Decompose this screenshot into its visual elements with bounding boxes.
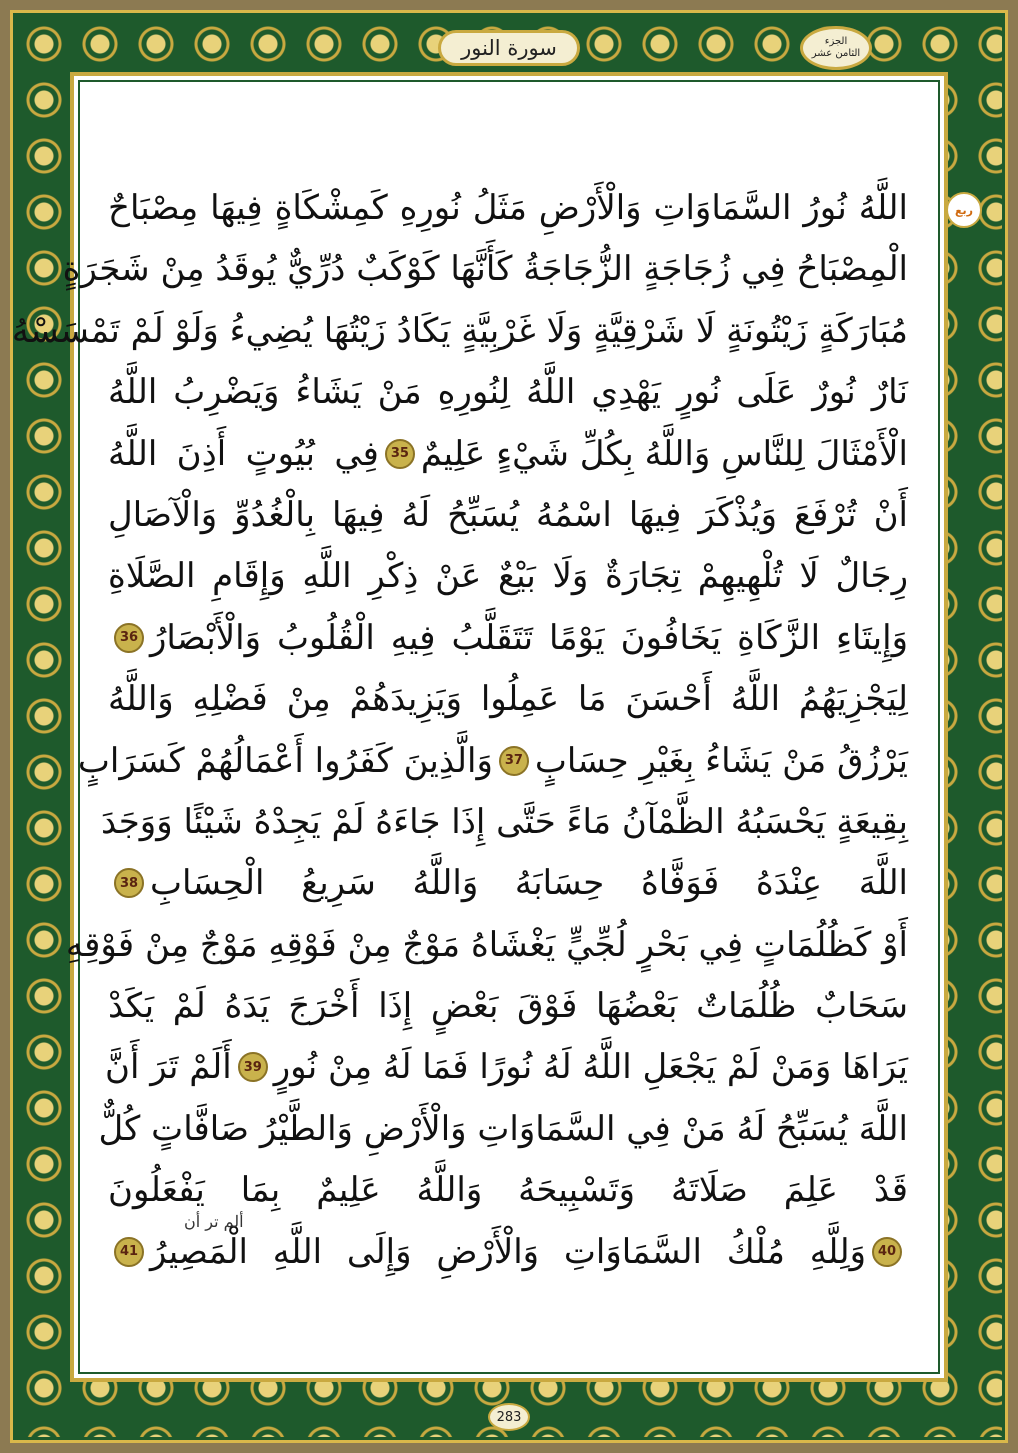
juz-label bbox=[800, 26, 872, 70]
hizb-quarter-text: ربع bbox=[955, 203, 973, 217]
page-number-text: 283 bbox=[496, 1409, 522, 1425]
text-line-12: اللَّهَ عِنْدَهُ فَوَفَّاهُ حِسَابَهُ وَاللَّهُ سَرِيعُ الْحِسَابِ 38 bbox=[108, 853, 908, 913]
page-number bbox=[488, 1403, 530, 1431]
text-line-17: قَدْ عَلِمَ صَلَاتَهُ وَتَسْبِيحَهُ وَاللَّهُ عَلِيمٌ بِمَا يَفْعَلُونَ bbox=[108, 1170, 908, 1211]
text-line-7: رِجَالٌ لَا تُلْهِيهِمْ تِجَارَةٌ وَلَا بَيْعٌ عَنْ ذِكْرِ اللَّهِ وَإِقَامِ الصَّلَاةِ bbox=[108, 556, 908, 597]
text-line-16: اللَّهَ يُسَبِّحُ لَهُ مَنْ فِي السَّمَاوَاتِ وَالْأَرْضِ وَالطَّيْرُ صَافَّاتٍ كُلٌّ bbox=[98, 1108, 908, 1149]
text-line-6: أَنْ تُرْفَعَ وَيُذْكَرَ فِيهَا اسْمُهُ يُسَبِّحُ لَهُ فِيهَا بِالْغُدُوِّ وَالْآصَالِ bbox=[108, 494, 908, 535]
surah-title bbox=[438, 30, 580, 66]
ayah-marker-41: 41 bbox=[114, 1237, 144, 1267]
text-line-11: بِقِيعَةٍ يَحْسَبُهُ الظَّمْآنُ مَاءً حَتَّى إِذَا جَاءَهُ لَمْ يَجِدْهُ شَيْئًا وَوَجَدَ bbox=[100, 801, 908, 842]
text-line-1: اللَّهُ نُورُ السَّمَاوَاتِ وَالْأَرْضِ مَثَلُ نُورِهِ كَمِشْكَاةٍ فِيهَا مِصْبَاحٌ bbox=[108, 188, 908, 228]
ayah-marker-39: 39 bbox=[238, 1052, 268, 1082]
text-line-8: وَإِيتَاءِ الزَّكَاةِ يَخَافُونَ يَوْمًا تَتَقَلَّبُ فِيهِ الْقُلُوبُ وَالْأَبْصَارُ 36 bbox=[108, 608, 908, 668]
surah-name: سورة النور bbox=[461, 36, 557, 60]
ayah-marker-40: 40 bbox=[872, 1237, 902, 1267]
catchword: ألم تر أن bbox=[184, 1212, 244, 1231]
juz-label-line1: الجزء bbox=[824, 36, 848, 47]
text-line-3: مُبَارَكَةٍ زَيْتُونَةٍ لَا شَرْقِيَّةٍ وَلَا غَرْبِيَّةٍ يَكَادُ زَيْتُهَا يُضِيءُ وَلَوْ لَمْ تَمْسَسْهُ bbox=[11, 310, 908, 351]
text-line-9: لِيَجْزِيَهُمُ اللَّهُ أَحْسَنَ مَا عَمِلُوا وَيَزِيدَهُمْ مِنْ فَضْلِهِ وَاللَّهُ bbox=[108, 679, 908, 720]
hizb-quarter-marker bbox=[946, 192, 982, 228]
ayah-marker-36: 36 bbox=[114, 623, 144, 653]
text-line-2: الْمِصْبَاحُ فِي زُجَاجَةٍ الزُّجَاجَةُ كَأَنَّهَا كَوْكَبٌ دُرِّيٌّ يُوقَدُ مِنْ شَجَرَةٍ bbox=[62, 249, 908, 290]
text-line-10: يَرْزُقُ مَنْ يَشَاءُ بِغَيْرِ حِسَابٍ 37 وَالَّذِينَ كَفَرُوا أَعْمَالُهُمْ كَسَرَابٍ bbox=[77, 740, 908, 781]
ayah-marker-38: 38 bbox=[114, 868, 144, 898]
text-line-14: سَحَابٌ ظُلُمَاتٌ بَعْضُهَا فَوْقَ بَعْضٍ إِذَا أَخْرَجَ يَدَهُ لَمْ يَكَدْ bbox=[108, 986, 908, 1027]
text-line-5: الْأَمْثَالَ لِلنَّاسِ وَاللَّهُ بِكُلِّ شَيْءٍ عَلِيمٌ 35 فِي بُيُوتٍ أَذِنَ اللَّهُ bbox=[108, 433, 908, 474]
text-line-4: نَارٌ نُورٌ عَلَى نُورٍ يَهْدِي اللَّهُ لِنُورِهِ مَنْ يَشَاءُ وَيَضْرِبُ اللَّهُ bbox=[108, 372, 908, 413]
text-line-18: 40 وَلِلَّهِ مُلْكُ السَّمَاوَاتِ وَالْأَرْضِ وَإِلَى اللَّهِ الْمَصِيرُ 41 bbox=[108, 1222, 908, 1282]
quran-text-body bbox=[11, 178, 908, 1272]
text-line-13: أَوْ كَظُلُمَاتٍ فِي بَحْرٍ لُجِّيٍّ يَغْشَاهُ مَوْجٌ مِنْ فَوْقِهِ مَوْجٌ مِنْ فَوْقِهِ bbox=[65, 924, 908, 965]
text-line-15: يَرَاهَا وَمَنْ لَمْ يَجْعَلِ اللَّهُ لَهُ نُورًا فَمَا لَهُ مِنْ نُورٍ 39 أَلَمْ تَرَ أَنَّ bbox=[105, 1047, 908, 1088]
ayah-marker-35: 35 bbox=[385, 439, 415, 469]
juz-label-line2: الثامن عشر bbox=[811, 48, 861, 59]
ayah-marker-37: 37 bbox=[499, 746, 529, 776]
